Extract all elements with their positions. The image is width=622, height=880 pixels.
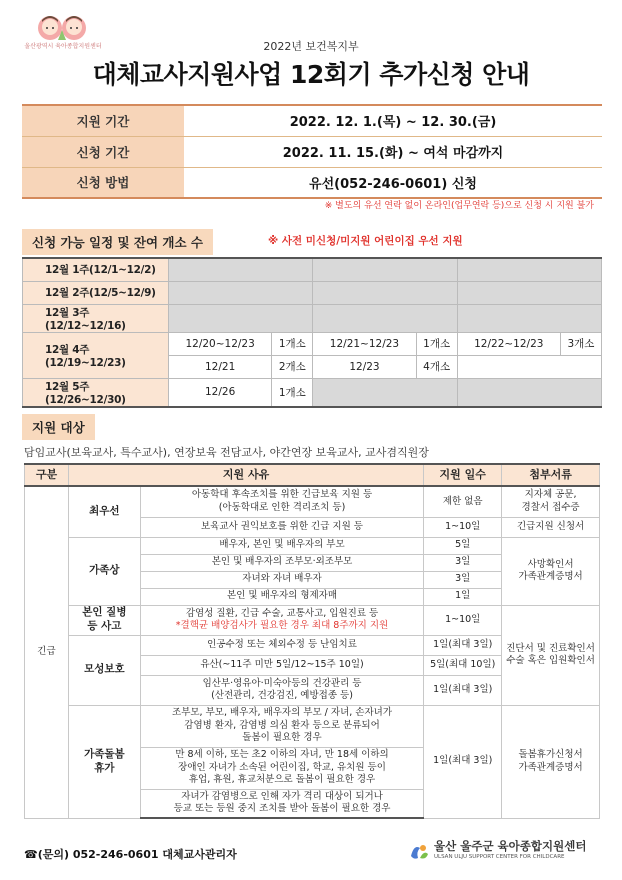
page-title: 대체교사지원사업 12회기 추가신청 안내 [92,60,530,89]
reason-cell: 본인 및 배우자의 조부모·외조부모 [140,554,423,571]
table-row [25,537,600,554]
reason-line: 감염병 환자, 감염병 의심 환자 등으로 분류되어 [184,719,380,731]
info-label: 지원 기간 [22,105,184,136]
reason-line: 감염성 질환, 긴급 수술, 교통사고, 입원진료 등 [185,607,379,619]
docs-line: 진단서 및 진료확인서 [506,642,595,654]
table-row [23,304,602,332]
slot-date: 12/22~12/23 [457,332,560,355]
days-cell: 3일 [424,571,502,588]
slot-count: 4개소 [416,355,457,378]
docs-cell: 긴급지원 신청서 [502,517,600,537]
table-row [25,486,600,517]
table-row [23,258,602,281]
slot-date: 12/26 [169,378,272,407]
reason-cell [140,705,423,747]
schedule-section-title: 신청 가능 일정 및 잔여 개소 수 [22,229,213,255]
group-label: 긴급 [25,486,69,818]
reason-line: 자녀가 감염병으로 인해 자가 격리 대상이 되거나 [181,790,383,802]
slot-count: 1개소 [272,332,313,355]
table-row [23,332,602,355]
slot-count: 1개소 [416,332,457,355]
docs-line: 사망확인서 [527,558,574,570]
reason-line: 만 8세 이하, 또는 초2 이하의 자녀, 만 18세 이하의 [175,749,389,761]
days-cell: 1일(최대 3일) [424,705,502,818]
logo-caption: 울산광역시 육아종합지원센터 [24,43,102,50]
table-row [25,605,600,635]
table-row [23,378,602,407]
info-label: 신청 기간 [22,136,184,167]
reason-cell [140,675,423,705]
column-header: 지원 일수 [424,464,502,486]
docs-cell [502,486,600,517]
info-value: 2022. 12. 1.(목) ~ 12. 30.(금) [184,105,602,136]
slot-date: 12/21~12/23 [313,332,416,355]
category-line: 등 사고 [87,620,122,632]
docs-line: 지자체 공문, [524,489,577,501]
days-cell: 1일(최대 3일) [424,675,502,705]
info-value: 유선(052-246-0601) 신청 [184,167,602,198]
reason-cell: 자녀와 자녀 배우자 [140,571,423,588]
category-line: 가족돌봄 [84,747,125,760]
org-name-en: ULSAN ULJU SUPPORT CENTER FOR CHILDCARE [434,854,565,860]
reason-line: (산전관리, 건강검진, 예방접종 등) [211,690,353,701]
column-header: 구분 [25,464,69,486]
week-label: 12월 3주(12/12~12/16) [23,304,169,332]
week-label: 12월 5주(12/26~12/30) [23,378,169,407]
reason-line: 임산부·영유아·미숙아등의 건강관리 등 [202,677,362,689]
slot-date: 12/23 [313,355,416,378]
reason-line: 등교 또는 등원 중지 조치를 받아 돌봄이 필요한 경우 [173,803,391,815]
reason-cell: 보육교사 권익보호를 위한 긴급 지원 등 [140,517,423,537]
category-line: 휴가 [94,761,115,774]
docs-line: 경찰서 접수증 [521,501,580,513]
reason-cell [140,789,423,818]
category-label: 가족상 [68,537,140,605]
column-header: 지원 사유 [68,464,423,486]
slot-count: 2개소 [272,355,313,378]
reason-note: *결핵균 배양검사가 필요한 경우 최대 8주까지 지원 [175,620,389,631]
docs-cell [502,605,600,705]
slot-date: 12/21 [169,355,272,378]
info-table [22,104,602,199]
days-cell: 3일 [424,554,502,571]
days-cell: 제한 없음 [424,486,502,517]
reason-line: 장애인 자녀가 소속된 어린이집, 학교, 유치원 등이 [178,761,386,773]
reason-line: 돌봄이 필요한 경우 [242,732,322,744]
table-header-row [25,464,600,486]
days-cell: 1~10일 [424,517,502,537]
target-section-title: 지원 대상 [22,414,95,440]
category-label [68,705,140,818]
info-row [22,167,602,198]
reason-line: 조부모, 부모, 배우자, 배우자의 부모 / 자녀, 손자녀가 [172,707,392,719]
days-cell: 5일(최대 10일) [424,655,502,675]
reason-cell: 유산(~11주 미만 5일/12~15주 10일) [140,655,423,675]
table-row [23,281,602,304]
table-row [25,705,600,747]
docs-cell [502,537,600,605]
docs-cell [502,705,600,818]
week-label: 12월 2주(12/5~12/9) [23,281,169,304]
reason-line: 휴업, 휴원, 휴교처분으로 돌봄이 필요한 경우 [188,774,376,786]
category-label [68,605,140,635]
column-header: 첨부서류 [502,464,600,486]
info-label: 신청 방법 [22,167,184,198]
docs-line: 가족관계증명서 [518,761,583,773]
support-table [24,463,600,819]
slot-count: 3개소 [560,332,601,355]
docs-line: 가족관계증명서 [518,571,583,582]
contact-info: ☎(문의) 052-246-0601 대체교사관리자 [24,848,237,861]
days-cell: 5일 [424,537,502,554]
category-label: 모성보호 [68,635,140,705]
slot-count: 1개소 [272,378,313,407]
info-row [22,136,602,167]
category-line: 본인 질병 [82,606,127,619]
page-subtitle: 2022년 보건복지부 [263,40,359,53]
days-cell: 1일 [424,588,502,605]
reason-cell: 인공수정 또는 체외수정 등 난임치료 [140,635,423,655]
reason-cell: 본인 및 배우자의 형제자매 [140,588,423,605]
info-note: ※ 별도의 유선 연락 없이 온라인(업무연락 등)으로 신청 시 지원 불가 [324,201,594,211]
slot-date: 12/20~12/23 [169,332,272,355]
org-logo-icon [408,840,430,862]
info-value: 2022. 11. 15.(화) ~ 여석 마감까지 [184,136,602,167]
target-description: 담임교사(보육교사, 특수교사), 연장보육 전담교사, 야간연장 보육교사, 교사겸직원장 [24,446,429,459]
schedule-table [22,257,602,408]
info-row [22,105,602,136]
week-label: 12월 4주(12/19~12/23) [23,332,169,378]
docs-line: 수술 혹은 입원확인서 [506,655,595,666]
reason-cell [140,486,423,517]
days-cell: 1일(최대 3일) [424,635,502,655]
week-label: 12월 1주(12/1~12/2) [23,258,169,281]
days-cell: 1~10일 [424,605,502,635]
category-label: 최우선 [68,486,140,537]
schedule-warning: ※ 사전 미신청/미지원 어린이집 우선 지원 [268,235,463,247]
org-name: 울산 울주군 육아종합지원센터 [434,839,587,853]
reason-line: 아동학대 후속조치를 위한 긴급보육 지원 등 [191,489,373,501]
reason-cell [140,605,423,635]
reason-line: (아동학대로 인한 격리조치 등) [218,501,346,513]
reason-cell [140,747,423,789]
reason-cell: 배우자, 본인 및 배우자의 부모 [140,537,423,554]
docs-line: 돌봄휴가신청서 [518,749,583,761]
